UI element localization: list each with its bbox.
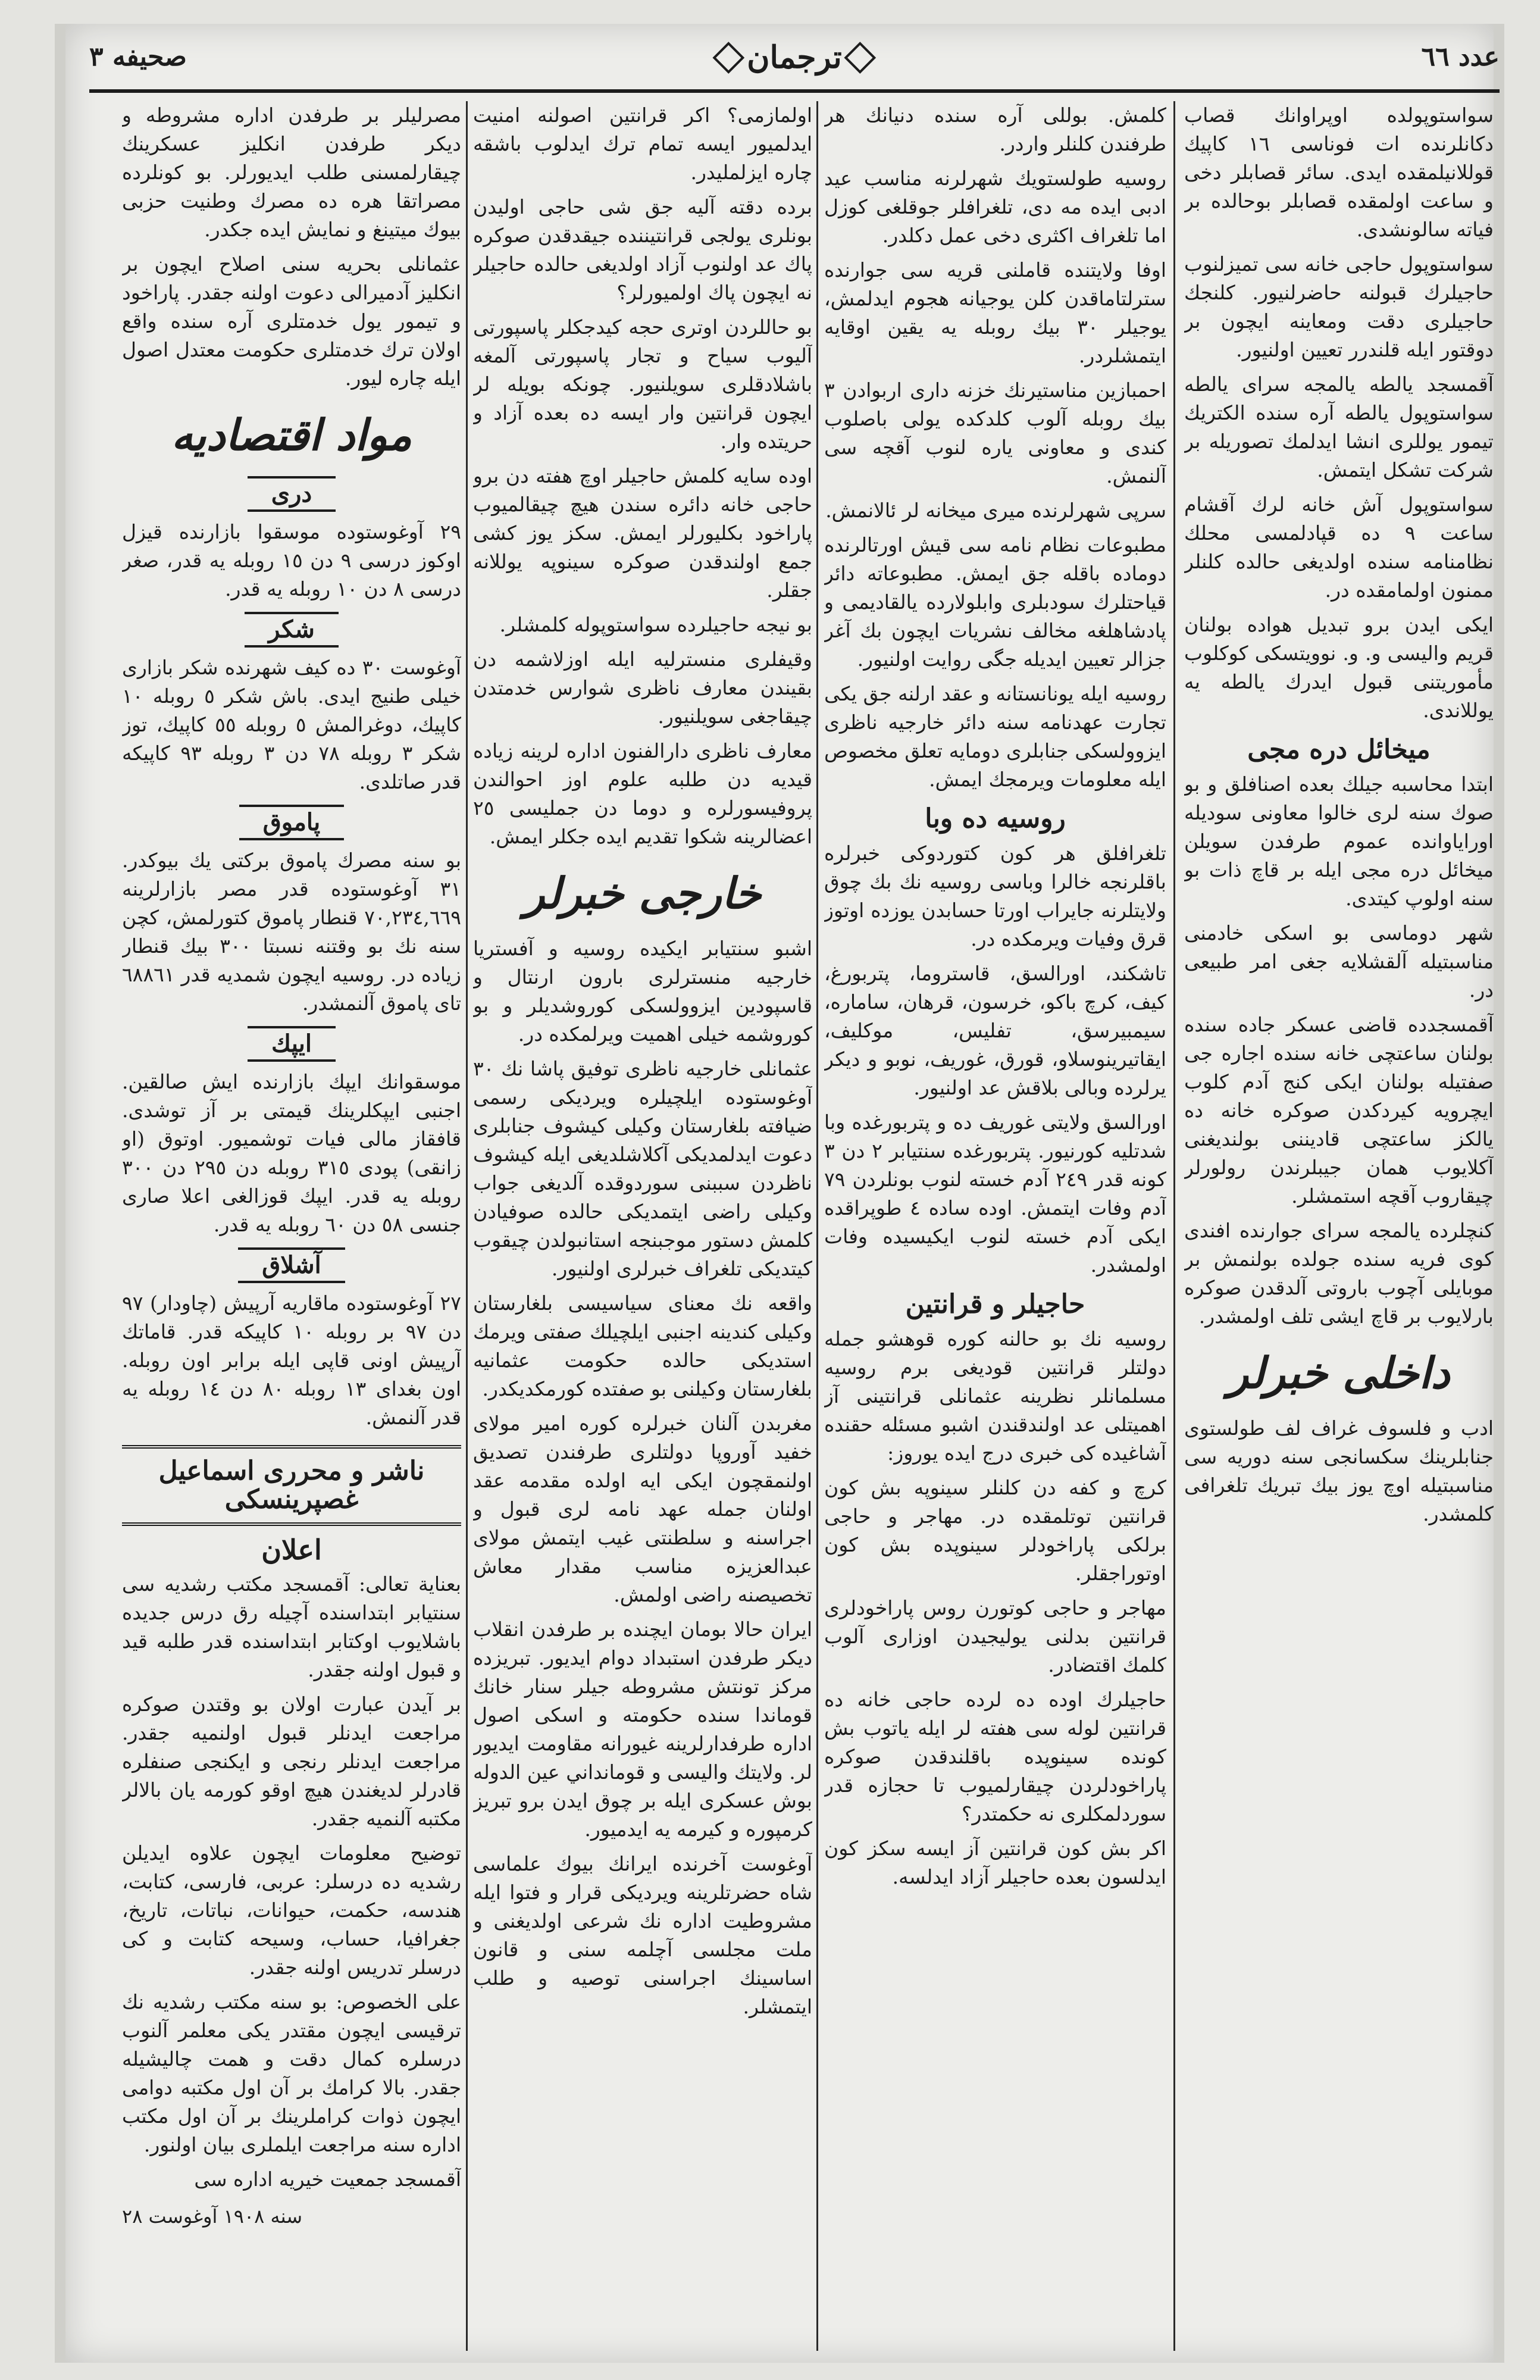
news-paragraph: عثمانلى خارجيه ناظرى توفيق پاشا نك ٣٠ آوغوستوده ايلچيلره ويرديكى رسمى ضيافته بلغارستان وكيلى كيشوف جنابلرى دعوت ايدلمديكى آكلاشلديغى ايله كيشوف ناظردن سببنى سوردوقده آلديغى جواب وكيلى راضى ايتمديكى حالده صوفيادن كلمش دستور موجبنجه استانبولدن چيقوب كيتديكى تلغراف خبرلرى اولنيور. bbox=[473, 1057, 812, 1280]
page-edge-right bbox=[1494, 24, 1504, 2363]
subheading-cholera: روسيه ده وبا bbox=[925, 803, 1066, 834]
masthead-title: ترجمان bbox=[723, 36, 865, 79]
news-paragraph: ابتدا محاسبه جيلك بعده اصنافلق و بو صوك سنه لرى خالوا معاونى سوديله اوراياوانده عموم طرفدن سويلن ميخائل دره مجى ايله بر قاچ ذات بو سنه اولوپ كيتدى. bbox=[1184, 773, 1494, 910]
news-paragraph: اولمازمى؟ اكر قرانتين اصولنه امنيت ايدلميور ايسه تمام ترك ايدلوب باشقه چاره ايزلمليدر. bbox=[473, 104, 812, 184]
subheading-cotton-label: پاموق bbox=[239, 805, 344, 840]
news-paragraph: بو نيجه حاجيلرده سواستوپوله كلمشلر. bbox=[499, 613, 812, 636]
news-paragraph: آقمسجدده قاضى عسكر جاده سنده بولنان ساعتچى خانه سنده اجاره جى صفتيله بولنان ايكى كنج آدم كلوب ايچرويه كيردكدن صوكره خانه ده يالكز ساعتچى قاديننى بولنديغنى آكلايوب همان جيبلرندن رولورلر چيقاروب آقچه استمشلر. bbox=[1184, 1013, 1494, 1208]
news-paragraph: كرچ و كفه دن كلنلر سينوپه بش كون قرانتين توتلمقده در. مهاجر و حاجى برلكى پاراخودلر سينوپده بش كون اوتوراجقلر. bbox=[824, 1476, 1166, 1585]
section-heading-domestic-news: داخلى خبرلر bbox=[1228, 1347, 1450, 1398]
news-paragraph: مهاجر و حاجى كوتورن روس پاراخودلرى قرانتين بدلنى يوليجيدن اوزارى آلوب كلمك اقتضادر. bbox=[824, 1596, 1166, 1677]
announcement-paragraph: بعناية تعالى: آقمسجد مكتب رشديه سى سنتيابر ابتداسنده آچيله رق درس جديده باشلايوب اوكتابر ابتداسنده قدر طلبه قيد و قبول اولنه جقدر. bbox=[122, 1572, 461, 1681]
section-heading-foreign-news: خارجى خبرلر bbox=[524, 868, 762, 918]
column-3 bbox=[473, 101, 812, 2351]
subheading-pilgrims-quarantine: حاجيلر و قرانتين bbox=[905, 1289, 1085, 1319]
subheading-silk bbox=[122, 1026, 461, 1062]
subheading-sugar-label: شكر bbox=[245, 612, 339, 648]
news-paragraph: مطبوعات نظام نامه سى قيش اورتالرنده دوماده باقله جق ايمش. مطبوعاته دائر قياحتلرك سودبلرى وابلولارده يالقاديمى و پادشاهلغه مخالف نشريات ايچون بك آغر جزالر تعيين ايديله جگى روايت اولنيور. bbox=[824, 533, 1166, 671]
news-paragraph: اشبو سنتيابر ايكيده روسيه و آفستريا خارجيه منسترلرى بارون ارنتال و قاسپودين ايزوولسكى كوروشديلر و بو كوروشمه خيلى اهميت ويرلمكده در. bbox=[473, 937, 812, 1046]
subheading-leather-label: درى bbox=[248, 476, 336, 512]
news-paragraph: روسيه ايله يونانستانه و عقد ارلنه جق يكى تجارت عهدنامه سنه دائر خارجيه ناظرى ايزوولسكى جنابلرى دومايه تعلق مخصوص ايله معلومات ويرمجك ايمش. bbox=[824, 682, 1166, 791]
news-paragraph: اوده سايه كلمش حاجيلر اوچ هفته دن برو حاجى خانه دائره سندن هيچ چيقالميوب پاراخود بكليورلر ايمش. سكز يوز كشى جمع اولندقدن صوكره سينوپه يوللانه جقلر. bbox=[473, 464, 812, 602]
news-paragraph: سواستوپول حاجى خانه سى تميزلنوب حاجيلرك قبولنه حاضرلنيور. كلنجك حاجيلرى دقت ومعاينه ايچون بر دوقتور ايله قلندرر تعيين اولنيور. bbox=[1184, 252, 1494, 361]
news-paragraph: موسقوانك ايپك بازارنده ايش صالقين. اجنبى ايپكلرينك قيمتى بر آز توشدى. قافقاز مالى فيات توشميور. اوتوق (او زانقى) پودى ٣١٥ روبله دن ٢٩٥ دن ٣٠٠ روبله يه قدر. ايپك قوزالغى اعلا صارى جنسى ٥٨ دن ٦٠ روبله يه قدر. bbox=[122, 1070, 461, 1236]
news-paragraph: بو حاللردن اوترى حجه كيدجكلر پاسپورتى آليوب سياح و تجار پاسپورتى آلمغه باشلادقلرى سويلنيور. چونكه بويله لر ايچون قرانتين وار ايسه ده بعده آزاد و حريتده وار. bbox=[473, 315, 812, 453]
news-paragraph: وقيفلرى منسترليه ايله اوزلاشمه دن بقيندن معارف ناظرى شوارس خدمتدن چيقاجغى سويلنيور. bbox=[473, 648, 812, 728]
column-rule bbox=[816, 101, 818, 2351]
news-paragraph: ٢٩ آوغوستوده موسقوا بازارنده قيزل اوكوز درسى ٩ دن ١٥ روبله يه قدر، صغر درسى ٨ دن ١٠ روبله يه قدر. bbox=[122, 520, 461, 601]
subheading-grain bbox=[122, 1247, 461, 1283]
news-paragraph: مصرليلر بر طرفدن اداره مشروطه و ديكر طرفدن انكليز عسكرينك چيقارلمسنى طلب ايديورلر. بو كونلرده مصراتقا هره ده مصرك وطنيت حزبى بيوك ميتينغ و نمايش ايده جكدر. bbox=[122, 104, 461, 241]
page-number: صحيفه ٣ bbox=[89, 42, 187, 72]
column-1 bbox=[1184, 101, 1494, 2351]
news-paragraph: سواستوپولده اوپراوانك قصاب دكانلرنده ات فوناسى ١٦ كاپيك قوللانيلمقده ايدى. سائر قصابلر دخى و ساعت اولمقده قصابلر بوحالده بر فياته سالونشدى. bbox=[1184, 104, 1494, 241]
publisher-line: ناشر و محررى اسماعيل غصپرينسكى bbox=[122, 1445, 461, 1526]
header-rule bbox=[89, 89, 1500, 93]
column-2 bbox=[824, 101, 1166, 2351]
subheading-mikhail: ميخائل دره مجى bbox=[1247, 734, 1431, 765]
dateline: سنه ١٩٠٨ آوغوست ٢٨ bbox=[122, 2205, 303, 2228]
news-paragraph: روسيه نك بو حالنه كوره قوهشو جمله دولتلر قرانتين قوديغى برم روسيه مسلمانلر نظرينه عثمانلى قرانتينى آز اهميتلى عد اولندقندن اشبو مسئله حقنده آشاغيده كى خبرى درج ايده يوروز: bbox=[824, 1327, 1166, 1465]
announcement-heading: اعلان bbox=[261, 1534, 322, 1566]
subheading-cotton bbox=[122, 805, 461, 840]
announcement-paragraph: على الخصوص: بو سنه مكتب رشديه نك ترقيسى ايچون مقتدر يكى معلمر آلنوب درسلره كمال دقت و همت چاليشيله جقدر. بالا كرامك بر آن اول مكتبه دوامى ايچون ذوات كراملرينك بر آن اول مكتب اداره سنه مراجعت ايلملرى بيان اولنور. bbox=[122, 1990, 461, 2156]
news-paragraph: برده دقته آليه جق شى حاجى اوليدن بونلرى يولجى قرانتيننده جيقدقدن صوكره پاك عد اولنوب آزاد اولديغى حالده حاجيلر نه ايچون پاك اولميورلر؟ bbox=[473, 195, 812, 304]
subheading-silk-label: ايپك bbox=[248, 1026, 336, 1062]
news-paragraph: حاجيلرك اوده ده لرده حاجى خانه ده قرانتين لوله سى هفته لر ايله ياتوب بش كونده سينوپده باقلندقدن صوكره پاراخودلردن چيقارلميوب تا حجازه قدر سوردلمكلرى نه حكمتدر؟ bbox=[824, 1688, 1166, 1825]
news-paragraph: آوغوست آخرنده ايرانك بيوك علماسى شاه حضرتلرينه ويرديكى قرار و فتوا ايله مشروطيت اداره نك شرعى اولديغنى و ملت مجلسى آچلمه سنى و قانون اساسينك اجراسنى توصيه و طلب ايتمشلر. bbox=[473, 1852, 812, 2018]
news-paragraph: آوغوست ٣٠ ده كيف شهرنده شكر بازارى خيلى طنيج ايدى. باش شكر ٥ روبله ١٠ كاپيك، دوغرالمش ٥ روبله ٥٥ كاپيك، توز شكر ٣ روبله ٧٨ دن ٣ روبله ٩٣ كاپيكه قدر صاتلدى. bbox=[122, 656, 461, 793]
news-paragraph: اورالسق ولايتى غوريف ده و پتربورغده وبا شدتليه كورنيور. پتربورغده سنتيابر ٢ دن ٣ كونه قدر ٢٤٩ آدم خسته لنوب بونلردن ٧٩ آدم وفات ايتمش. اوده ساده ٤ طوپراقده ايكى آدم خسته لنوب ايكيسيده وفات اولمشدر. bbox=[824, 1111, 1166, 1277]
news-paragraph: سواستوپول آش خانه لرك آقشام ساعت ٩ ده قپادلمسى محلك نظامنامه سنده اولديغى حالده كلنلر ممنون اولمامقده در. bbox=[1184, 493, 1494, 602]
news-paragraph: شهر دوماسى بو اسكى خادمنى مناسبتيله آلقشلايه جغى امر طبيعى در. bbox=[1184, 921, 1494, 1002]
news-paragraph: ايكى ايدن برو تبديل هواده بولنان قريم واليسى و. و. نوويتسكى كوكلوب مأموريتنى قبول ايدرك يالطه يه يوللاندى. bbox=[1184, 613, 1494, 722]
announcement-paragraph: توضيح معلومات ايچون علاوه ايديلن رشديه ده درسلر: عربى، فارسى، كتابت، هندسه، حكمت، حيوانات، نباتات، تاريخ، جغرافيا، حساب، وسيحه كتابت و كى درسلر تدريس اولنه جقدر. bbox=[122, 1841, 461, 1979]
news-paragraph: ٢٧ آوغوستوده ماقاريه آرپيش (چاودار) ٩٧ دن ٩٧ بر روبله ١٠ كاپيكه قدر. قاماتك آرپيش اونى قاپى ايله برابر اون روبله. اون بغداى ١٣ روبله ٨٠ دن ١٤ روبله يه قدر آلنمش. bbox=[122, 1291, 461, 1429]
news-paragraph: تاشكند، اورالسق، قاستروما، پتربورغ، كيف، كرچ باكو، خرسون، قرهان، ساماره، سيمبيرسق، تفليس، موكليف، ايقاتيرينوسلاو، قورق، غوريف، نوبو و ديكر يرلرده وبالى بلاقش عد اولنيور. bbox=[824, 962, 1166, 1099]
column-rule bbox=[1173, 101, 1175, 2351]
column-4 bbox=[122, 101, 461, 2351]
subheading-sugar bbox=[122, 612, 461, 648]
news-paragraph: معارف ناظرى دارالفنون اداره لرينه زياده قيديه دن طلبه علوم اوز احوالندن پروفيسورلره و دوما دن جمليسى ٢٥ اعضالرينه شكوا تقديم ايده جكلر ايمش. bbox=[473, 739, 812, 848]
news-paragraph: سرپى شهرلرنده ميرى ميخانه لر ئالانمش. bbox=[825, 499, 1166, 522]
news-paragraph: روسيه طولستويك شهرلرنه مناسب عيد ادبى ايده مه دى، تلغرافلر جوقلغى كوزل اما تلغراف اكثرى دخى عمل دكلدر. bbox=[824, 167, 1166, 247]
news-paragraph: بو سنه مصرك پاموق بركتى يك بيوكدر. ٣١ آوغوستوده قدر مصر بازارلرينه ٧٠,٢٣٤,٦٦٩ قنطار پاموق كتورلمش، كچن سنه نك بو وقتنه نسبتا ٣٠٠ بيك قنطار زياده در. روسيه ايچون شمديه قدر ٦٨٨٦١ تاى پاموق آلنمشدر. bbox=[122, 849, 461, 1015]
column-rule bbox=[466, 101, 468, 2351]
news-paragraph: اكر بش كون قرانتين آز ايسه سكز كون ايدلسون بعده حاجيلر آزاد ايدلسه. bbox=[824, 1837, 1166, 1888]
subheading-grain-label: آشلاق bbox=[238, 1247, 345, 1283]
page-edge-left bbox=[55, 24, 65, 2363]
news-paragraph: تلغرافلق هر كون كتوردوكى خبرلره باقلرنجه خالرا وباسى روسيه نك بك چوق ولايتلرنه جايراب اورتا حسابدن يوزده اوتوز قرق وفيات ويرمكده در. bbox=[824, 842, 1166, 950]
announcement-paragraph: بر آيدن عبارت اولان بو وقتدن صوكره مراجعت ايدنلر قبول اولنميه جقدر. مراجعت ايدنلر رنجى و ايكنجى صنفلره قادرلر لديغندن هيچ اوقو كورمه يان بالالر مكتبه آلنميه جقدر. bbox=[122, 1693, 461, 1830]
news-paragraph: كلمش. بوللى آره سنده دنيانك هر طرفندن كلنلر واردر. bbox=[824, 104, 1166, 155]
news-paragraph: عثمانلى بحريه سنى اصلاح ايچون بر انكليز آدميرالى دعوت اولنه جقدر. پاراخود و تيمور يول خدمتلرى آره سنده واقع اولان ترك خدمتلرى حكومت معتدل اصول ايله چاره ليور. bbox=[122, 252, 461, 390]
page-header bbox=[89, 24, 1500, 107]
news-paragraph: مغربدن آلنان خبرلره كوره امير مولاى خفيد آوروپا دولتلرى طرفندن تصديق اولنمقچون ايكى ايه اولده مقدمه عقد اولنان جمله عهد نامه لرى قبول و اجراسنه و سلطنتى غيب ايتمش مولاى عبدالعزيزه مناسب مقدار معاش تخصيصنه راضى اولمش. bbox=[473, 1412, 812, 1606]
issue-number: عدد ٦٦ bbox=[1421, 42, 1500, 72]
news-paragraph: ايران حالا بومان ايچنده بر طرفدن انقلاب ديكر طرفدن استبداد دوام ايديور. تبريزده مركز تونتش مشروطه جيلر سنار خانك قوماندا سنده حكومته و اسكى اصول اداره طرفدارلرينه غيورانه مقاومت ايديور لر. ولايتك واليسى و قومانداني عين الدوله بوش عسكرى ايله بر چوق ايدن برو تبريز كرمپوره و كيرمه يه ايدميور. bbox=[473, 1618, 812, 1841]
news-paragraph: واقعه نك معناى سياسيسى بلغارستان وكيلى كندينه اجنبى ايلچيلك صفتى ويرمك استديكى حالده حكومت عثمانيه بلغارستان وكيلنى بو صفتده كورمكديكدر. bbox=[473, 1291, 812, 1400]
news-paragraph: آقمسجد يالطه يالمجه سراى يالطه سواستوپول يالطه آره سنده الكتريك تيمور يوللرى انشا ايدلمك تصوريله بر شركت تشكل ايتمش. bbox=[1184, 373, 1494, 481]
announcement-signoff: آقمسجد جمعيت خيريه اداره سى bbox=[194, 2168, 461, 2191]
news-paragraph: كنچلرده يالمجه سراى جوارنده افندى كوى فريه سنده جولده بولنمش بر موبايلى آچوب باروتى آلدقدن صوكره بارلايوب بر قاچ ايشى تلف اولمشدر. bbox=[1184, 1219, 1494, 1328]
news-paragraph: اوفا ولايتنده قاملنى قريه سى جوارنده سترلتاماقدن كلن يوجيانه هجوم ايدلمش، يوجيلر ٣٠ بيك روبله يه يقين اوقايه ايتمشلردر. bbox=[824, 258, 1166, 367]
section-heading-economic: مواد اقتصاديه bbox=[171, 409, 412, 460]
news-paragraph: ادب و فلسوف غراف لف طولستوى جنابلرينك سكسانجى سنه دوريه سى مناسبتيله اوچ يوز بيك تبريك تلغرافى كلمشدر. bbox=[1184, 1416, 1494, 1525]
news-paragraph: احمبازين مناستيرنك خزنه دارى اربوادن ٣ بيك روبله آلوب كلدكده يولى باصلوب كندى و معاونى ياره لنوب آقچه سى آلنمش. bbox=[824, 379, 1166, 487]
subheading-leather bbox=[122, 476, 461, 512]
